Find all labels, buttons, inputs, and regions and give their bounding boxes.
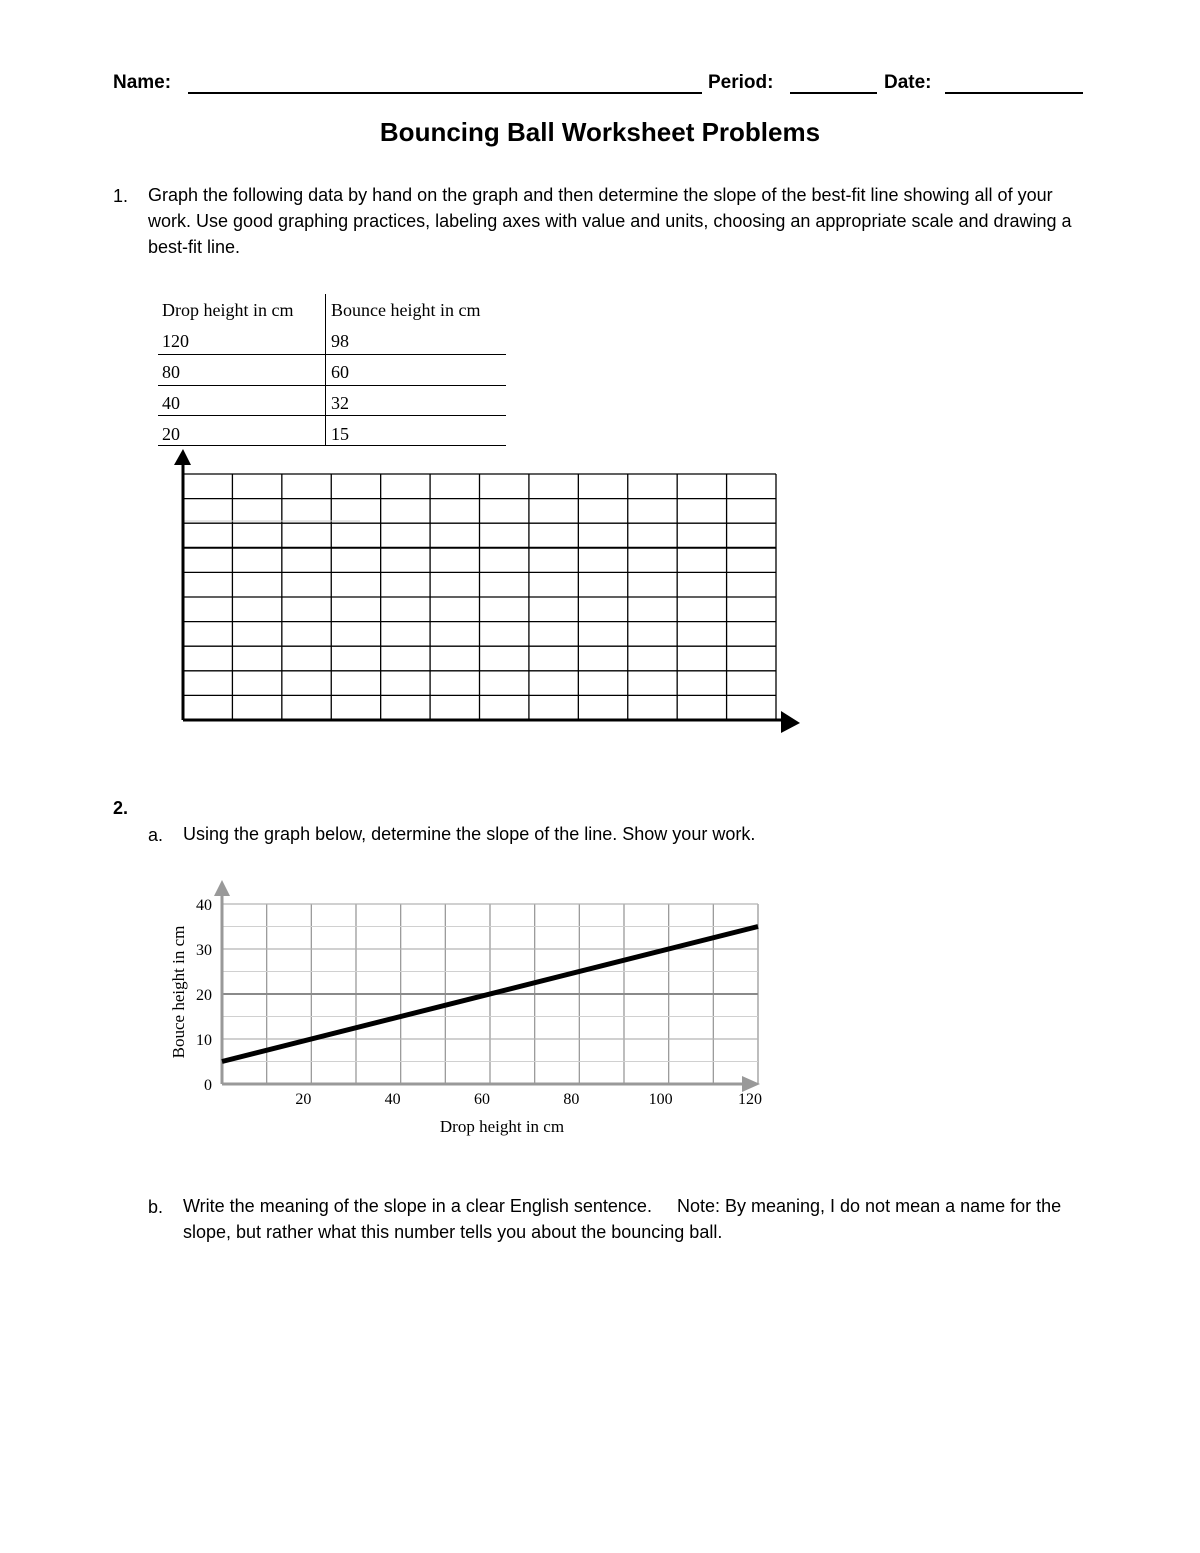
chart-y-tick-label: 20 [196, 987, 212, 1004]
chart-x-tick-label: 100 [648, 1091, 673, 1108]
x-axis-arrow [781, 711, 800, 733]
part-b-label: b. [148, 1197, 164, 1217]
table-cell: 15 [331, 424, 349, 444]
chart-x-axis-arrow [742, 1076, 760, 1092]
table-cell: 20 [162, 424, 180, 444]
y-axis-arrow [174, 449, 191, 465]
question-1-number: 1. [113, 186, 129, 206]
chart-x-tick-label: 60 [474, 1091, 490, 1108]
chart-x-tick-label: 20 [295, 1091, 312, 1108]
chart-y-tick-label: 0 [204, 1077, 212, 1094]
table-header-drop: Drop height in cm [162, 300, 294, 320]
question-1-text: Graph the following data by hand on the graph and then determine the slope of the best-fit line showing all of your work. Use good graphing practices, labeling axes with value and units, choosing an appropriate scale and drawing a best-fit line. [148, 185, 1072, 257]
part-a-label: a. [148, 825, 164, 845]
chart-y-tick-label: 30 [196, 942, 212, 959]
part-b-text: Write the meaning of the slope in a clear English sentence. Note: By meaning, I do not mean a name for the slope, but rather what this number tells you about the bouncing ball. [183, 1196, 1067, 1242]
question-2-number: 2. [113, 798, 129, 818]
chart-y-tick-label: 40 [196, 897, 212, 914]
part-a-text: Using the graph below, determine the slope of the line. Show your work. [183, 824, 756, 844]
chart-y-axis-label: Bouce height in cm [169, 925, 188, 1059]
date-label: Date: [884, 72, 932, 93]
period-label: Period: [708, 72, 774, 93]
table-cell: 98 [331, 331, 349, 351]
table-cell: 32 [331, 393, 349, 413]
name-label: Name: [113, 72, 172, 93]
table-cell: 120 [162, 331, 189, 351]
page-title: Bouncing Ball Worksheet Problems [379, 117, 821, 147]
chart-x-tick-label: 120 [738, 1091, 762, 1108]
table-cell: 40 [162, 393, 180, 413]
table-header-bounce: Bounce height in cm [331, 300, 481, 320]
chart-x-tick-label: 40 [384, 1091, 401, 1108]
blank-graph-grid[interactable] [0, 0, 1200, 760]
chart-x-tick-label: 80 [563, 1091, 580, 1108]
table-cell: 60 [331, 362, 349, 382]
chart-y-tick-label: 10 [196, 1032, 212, 1049]
chart-x-axis-label: Drop height in cm [439, 1117, 565, 1136]
table-cell: 80 [162, 362, 180, 382]
chart-y-axis-arrow [214, 880, 230, 896]
slope-line-chart [150, 870, 810, 1150]
